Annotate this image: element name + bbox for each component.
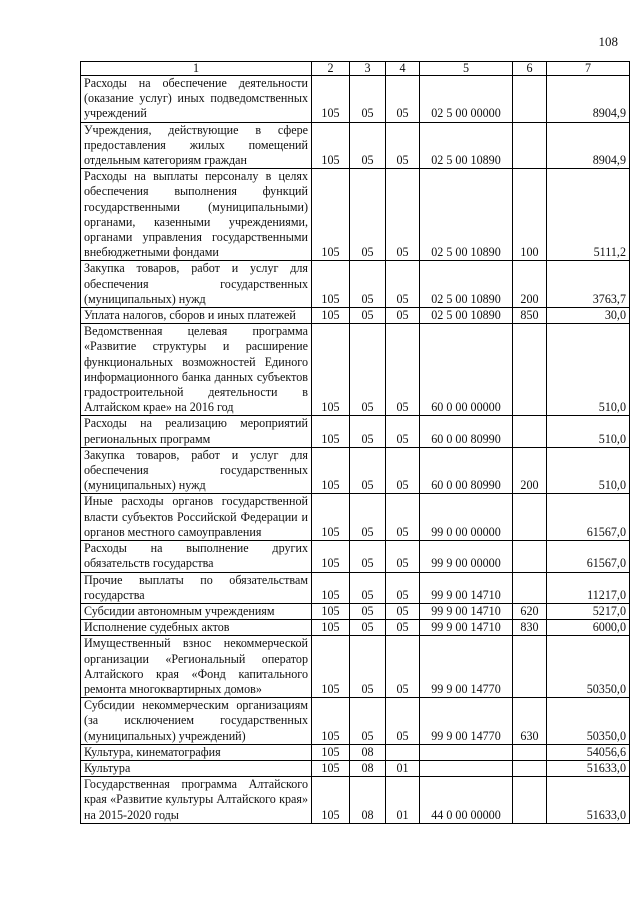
amount: 61567,0	[547, 494, 630, 541]
amount: 61567,0	[547, 541, 630, 572]
column-header: 3	[350, 62, 386, 76]
expense-name: Учреждения, действующие в сфере предоставления жилых помещений отдельным категориям граждан	[81, 122, 312, 169]
table-row	[81, 494, 630, 541]
table-row	[81, 261, 630, 308]
expense-type-code	[513, 494, 547, 541]
expense-name: Государственная программа Алтайского края «Развитие культуры Алтайского края» на 2015-2020 годы	[81, 777, 312, 824]
expense-name: Субсидии некоммерческим организациям (за исключением государственных (муниципальных) учреждений)	[81, 698, 312, 745]
table-row	[81, 308, 630, 324]
table-row	[81, 169, 630, 261]
expense-name: Расходы на реализацию мероприятий региональных программ	[81, 416, 312, 447]
table-row	[81, 777, 630, 824]
subsection-code: 05	[386, 324, 420, 416]
target-item-code: 02 5 00 10890	[420, 308, 513, 324]
expense-type-code	[513, 744, 547, 760]
table-row	[81, 760, 630, 776]
table-row	[81, 620, 630, 636]
section-code: 05	[350, 494, 386, 541]
ministry-code: 105	[312, 572, 350, 603]
table-row	[81, 698, 630, 745]
section-code: 05	[350, 261, 386, 308]
target-item-code: 60 0 00 80990	[420, 447, 513, 494]
ministry-code: 105	[312, 494, 350, 541]
table-row	[81, 603, 630, 619]
ministry-code: 105	[312, 777, 350, 824]
column-header: 5	[420, 62, 513, 76]
expense-name: Ведомственная целевая программа «Развитие структуры и расширение функциональных возможностей Единого информационного банка данных субъектов градостроительной деятельности в Алтайском крае» на 2016 год	[81, 324, 312, 416]
section-code: 05	[350, 324, 386, 416]
ministry-code: 105	[312, 744, 350, 760]
expense-type-code	[513, 777, 547, 824]
expense-name: Расходы на выплаты персоналу в целях обеспечения выполнения функций государственными (муниципальными) органами, казенными учреждениями, органами управления государственными внебюджетными фондами	[81, 169, 312, 261]
section-code: 05	[350, 76, 386, 123]
table-row	[81, 416, 630, 447]
subsection-code: 05	[386, 603, 420, 619]
expense-name: Расходы на обеспечение деятельности (оказание услуг) иных подведомственных учреждений	[81, 76, 312, 123]
subsection-code: 05	[386, 572, 420, 603]
expense-name: Имущественный взнос некоммерческой организации «Региональный оператор Алтайского края «Фонд капитального ремонта многоквартирных домов»	[81, 636, 312, 698]
amount: 8904,9	[547, 76, 630, 123]
ministry-code: 105	[312, 447, 350, 494]
expense-type-code	[513, 760, 547, 776]
section-code: 05	[350, 447, 386, 494]
amount: 3763,7	[547, 261, 630, 308]
target-item-code	[420, 744, 513, 760]
subsection-code: 05	[386, 76, 420, 123]
target-item-code: 99 9 00 14710	[420, 620, 513, 636]
expense-name: Культура	[81, 760, 312, 776]
expense-type-code: 620	[513, 603, 547, 619]
column-header: 1	[81, 62, 312, 76]
amount: 8904,9	[547, 122, 630, 169]
ministry-code: 105	[312, 698, 350, 745]
section-code: 05	[350, 122, 386, 169]
subsection-code: 05	[386, 494, 420, 541]
expense-type-code: 100	[513, 169, 547, 261]
expense-type-code: 630	[513, 698, 547, 745]
ministry-code: 105	[312, 760, 350, 776]
expense-type-code	[513, 572, 547, 603]
header-row	[81, 62, 630, 76]
expense-name: Иные расходы органов государственной власти субъектов Российской Федерации и органов местного самоуправления	[81, 494, 312, 541]
expense-type-code	[513, 636, 547, 698]
ministry-code: 105	[312, 169, 350, 261]
expense-name: Исполнение судебных актов	[81, 620, 312, 636]
amount: 510,0	[547, 447, 630, 494]
expense-name: Субсидии автономным учреждениям	[81, 603, 312, 619]
expense-name: Закупка товаров, работ и услуг для обеспечения государственных (муниципальных) нужд	[81, 261, 312, 308]
budget-table	[80, 61, 630, 824]
target-item-code: 99 9 00 14710	[420, 572, 513, 603]
target-item-code: 44 0 00 00000	[420, 777, 513, 824]
amount: 51633,0	[547, 760, 630, 776]
subsection-code: 05	[386, 416, 420, 447]
table-row	[81, 324, 630, 416]
subsection-code: 05	[386, 541, 420, 572]
section-code: 05	[350, 698, 386, 745]
subsection-code: 05	[386, 447, 420, 494]
expense-type-code: 830	[513, 620, 547, 636]
target-item-code	[420, 760, 513, 776]
ministry-code: 105	[312, 416, 350, 447]
subsection-code: 05	[386, 308, 420, 324]
ministry-code: 105	[312, 636, 350, 698]
table-row	[81, 541, 630, 572]
subsection-code: 05	[386, 620, 420, 636]
ministry-code: 105	[312, 541, 350, 572]
section-code: 05	[350, 603, 386, 619]
amount: 51633,0	[547, 777, 630, 824]
target-item-code: 02 5 00 10890	[420, 261, 513, 308]
ministry-code: 105	[312, 620, 350, 636]
subsection-code: 01	[386, 777, 420, 824]
expense-name: Уплата налогов, сборов и иных платежей	[81, 308, 312, 324]
table-row	[81, 636, 630, 698]
amount: 50350,0	[547, 636, 630, 698]
expense-name: Закупка товаров, работ и услуг для обеспечения государственных (муниципальных) нужд	[81, 447, 312, 494]
amount: 510,0	[547, 324, 630, 416]
target-item-code: 99 9 00 14710	[420, 603, 513, 619]
target-item-code: 60 0 00 00000	[420, 324, 513, 416]
subsection-code: 01	[386, 760, 420, 776]
amount: 5217,0	[547, 603, 630, 619]
section-code: 05	[350, 636, 386, 698]
page-number: 108	[598, 34, 618, 49]
amount: 510,0	[547, 416, 630, 447]
amount: 6000,0	[547, 620, 630, 636]
ministry-code: 105	[312, 308, 350, 324]
ministry-code: 105	[312, 76, 350, 123]
subsection-code: 05	[386, 261, 420, 308]
target-item-code: 02 5 00 10890	[420, 122, 513, 169]
subsection-code: 05	[386, 698, 420, 745]
expense-type-code: 850	[513, 308, 547, 324]
expense-type-code	[513, 541, 547, 572]
expense-name: Прочие выплаты по обязательствам государства	[81, 572, 312, 603]
expense-type-code: 200	[513, 261, 547, 308]
expense-type-code: 200	[513, 447, 547, 494]
ministry-code: 105	[312, 261, 350, 308]
ministry-code: 105	[312, 122, 350, 169]
expense-type-code	[513, 122, 547, 169]
expense-name: Культура, кинематография	[81, 744, 312, 760]
target-item-code: 99 0 00 00000	[420, 494, 513, 541]
target-item-code: 99 9 00 00000	[420, 541, 513, 572]
section-code: 05	[350, 169, 386, 261]
expense-name: Расходы на выполнение других обязательств государства	[81, 541, 312, 572]
subsection-code: 05	[386, 636, 420, 698]
ministry-code: 105	[312, 603, 350, 619]
section-code: 05	[350, 416, 386, 447]
column-header: 7	[547, 62, 630, 76]
table-row	[81, 447, 630, 494]
amount: 30,0	[547, 308, 630, 324]
section-code: 05	[350, 572, 386, 603]
target-item-code: 02 5 00 10890	[420, 169, 513, 261]
section-code: 08	[350, 760, 386, 776]
subsection-code: 05	[386, 169, 420, 261]
section-code: 05	[350, 620, 386, 636]
section-code: 08	[350, 777, 386, 824]
column-header: 6	[513, 62, 547, 76]
column-header: 2	[312, 62, 350, 76]
amount: 11217,0	[547, 572, 630, 603]
expense-type-code	[513, 416, 547, 447]
table-row	[81, 122, 630, 169]
expense-type-code	[513, 76, 547, 123]
subsection-code	[386, 744, 420, 760]
table-row	[81, 76, 630, 123]
amount: 50350,0	[547, 698, 630, 745]
expense-type-code	[513, 324, 547, 416]
ministry-code: 105	[312, 324, 350, 416]
amount: 54056,6	[547, 744, 630, 760]
amount: 5111,2	[547, 169, 630, 261]
column-header: 4	[386, 62, 420, 76]
target-item-code: 02 5 00 00000	[420, 76, 513, 123]
table-row	[81, 572, 630, 603]
section-code: 08	[350, 744, 386, 760]
target-item-code: 99 9 00 14770	[420, 698, 513, 745]
subsection-code: 05	[386, 122, 420, 169]
target-item-code: 60 0 00 80990	[420, 416, 513, 447]
section-code: 05	[350, 541, 386, 572]
section-code: 05	[350, 308, 386, 324]
target-item-code: 99 9 00 14770	[420, 636, 513, 698]
table-row	[81, 744, 630, 760]
